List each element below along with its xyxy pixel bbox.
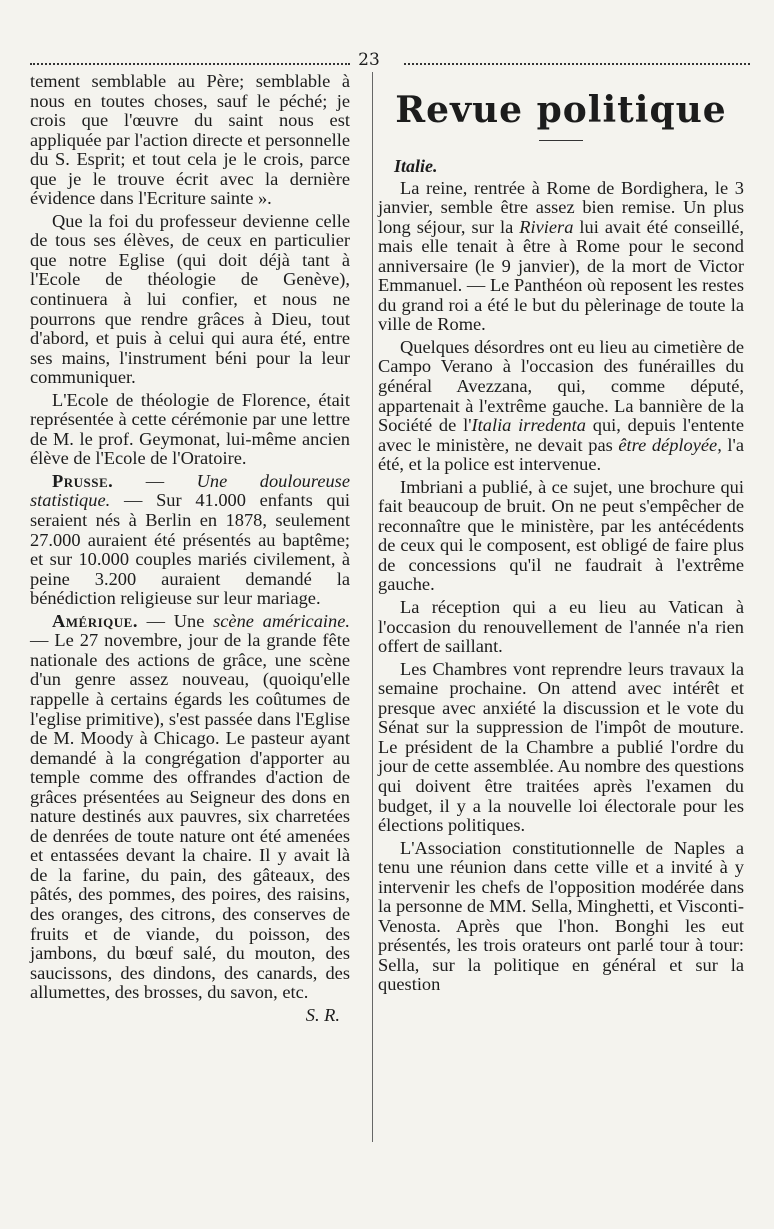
section-title: Revue politique: [395, 89, 727, 131]
italia-irredenta-italic: Italia irredenta: [471, 415, 586, 436]
prusse-dash: —: [113, 470, 197, 491]
page-number: 23: [358, 50, 380, 70]
paragraph-vatican: La réception qui a eu lieu au Vatican à l'occasion du renouvellement de l'année n'a rien offert de saillant.: [378, 597, 744, 657]
disorders-text-c: l'a été, et la police est intervenue.: [378, 434, 744, 475]
header-rule-left: [30, 63, 350, 65]
amerique-text: — Le 27 novembre, jour de la grande fête nationale des actions de grâce, une scène d'un genre assez nouveau, (quoiqu'elle rappelle à certains égards les coûtumes de l'eglise primitive), s'est passée dans l'Eglise de M. Moody à Chicago. Le pasteur ayant demandé à la congrégation d'apporter au temple comme des offrandes d'action de grâces présentées au Seigneur des dons en nature destinés aux pauvres, six charretées de denrées de toute nature ont été amenées et entassées devant la chaire. Il y avait là de la farine, du pain, des gâteaux, des pâtés, des pommes, des poires, des raisins, des oranges, des citrons, des conserves de fruits et de viande, du poisson, des jambons, du bœuf salé, du mouton, des saucissons, des dindons, des canards, des allumettes, des brosses, du savon, etc.: [30, 630, 350, 1003]
queen-text-a: La reine, rentrée à Rome de Bordighera, le 3 janvier, semble être assez bien remise. Un plus long séjour, sur la: [378, 177, 744, 237]
right-column: [378, 72, 744, 998]
deployee-italic: être déployée,: [618, 434, 722, 455]
paragraph-prusse: [30, 472, 350, 609]
paragraph-queen: [378, 179, 744, 335]
prusse-title: Une douloureuse statistique.: [30, 470, 350, 511]
prusse-label: Prusse.: [52, 470, 114, 491]
paragraph-chambers: Les Chambres vont reprendre leurs travaux la semaine prochaine. On attend avec intérêt et presque avec anxiété la discussion et le vote du Sénat sur la suppression de l'impôt de mouture. Le président de la Chambre a publié l'ordre du jour de cette assemblée. Au nombre des questions qui doivent être traitées après l'examen du budget, il y a la nouvelle loi électorale pour les élections politiques.: [378, 658, 744, 836]
amerique-dash: — Une: [137, 610, 214, 631]
paragraph-florence-school: L'Ecole de théologie de Florence, était représentée à cette cérémonie par une lettre de M. le prof. Geymonat, lui-même ancien élève de l'Ecole de l'Oratoire.: [30, 389, 350, 469]
header-rule-right: [404, 63, 750, 65]
paragraph-professor-faith: Que la foi du professeur devienne celle de tous ses élèves, de ceux en particulier que notre Eglise (qui doit déjà tant à l'Ecole de théologie de Genève), continuera à lui confier, et nous ne pourrons que rendre grâces à Dieu, tout d'abord, et puis à celui qui aura été, entre ses mains, l'instrument béni pour la leur communiquer.: [30, 210, 350, 388]
paragraph-naples: L'Association constitutionnelle de Naples a tenu une réunion dans cette ville et a invité à y intervenir les chefs de l'opposition modérée dans la personne de MM. Sella, Minghetti, et Visconti-Venosta. Après que l'hon. Bonghi les eut présentés, les trois orateurs ont parlé tour à tour: Sella, sur la politique en général et sur la question: [378, 837, 744, 995]
riviera-italic: Riviera: [519, 216, 574, 237]
left-column: [30, 72, 350, 1025]
disorders-text-a: Quelques désordres ont eu lieu au cimetière de Campo Verano à l'occasion des funérailles du général Avezzana, qui, comme député, appartenait à l'extrême gauche. La bannière de la Société de l': [378, 336, 744, 436]
queen-text-b: lui avait été conseillé, mais elle tenait à être à Rome pour le second anniversaire (le 9 janvier), de la mort de Victor Emmanuel. — Le Panthéon où reposent les restes du grand roi a été le but du pèlerinage de toute la ville de Rome.: [378, 216, 744, 335]
signature: S. R.: [305, 1004, 340, 1025]
paragraph-imbriani: Imbriani a publié, à ce sujet, une brochure qui fait beaucoup de bruit. On ne peut s'empêcher de reconnaître que le ministère, par les antécédents de ceux qui le composent, est obligé de faire plus de concessions qu'il ne faudrait à l'extrême gauche.: [378, 476, 744, 595]
prusse-text: — Sur 41.000 enfants qui seraient nés à Berlin en 1878, seulement 27.000 auraient été présentés au baptême; et sur 10.000 couples mariés civilement, à peine 3.200 auraient demandé la bénédiction religieuse sur leur mariage.: [30, 490, 350, 609]
paragraph-amerique: [30, 612, 350, 1003]
amerique-label: Amérique.: [52, 610, 138, 631]
paragraph-theology-continuation: tement semblable au Père; semblable à nous en toutes choses, sauf le péché; je crois que l'œuvre du saint nous est appliquée par l'action directe et personnelle du S. Esprit; et tout cela je le crois, parce que je le trouve écrit avec la dernière évidence dans l'Ecriture sainte ».: [30, 71, 350, 209]
amerique-title: scène américaine.: [213, 610, 350, 631]
column-divider: [372, 72, 373, 1142]
title-rule: [539, 140, 583, 141]
paragraph-disorders: [378, 338, 744, 475]
rubric-italie: Italie.: [394, 156, 438, 176]
disorders-text-b: qui, depuis l'entente avec le ministère, ne devait pas: [378, 415, 745, 455]
